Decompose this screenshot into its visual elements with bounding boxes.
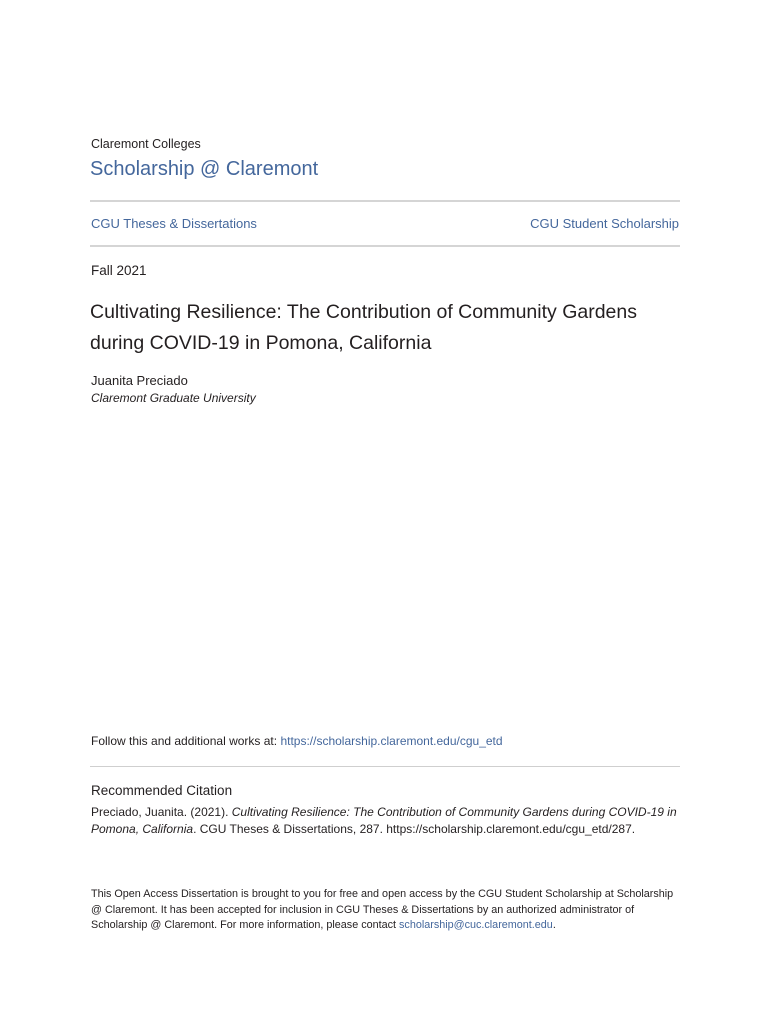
access-notice bbox=[91, 887, 681, 934]
contact-email-link[interactable]: scholarship@cuc.claremont.edu bbox=[399, 919, 553, 931]
citation-text bbox=[91, 804, 681, 838]
notice-end: . bbox=[552, 919, 556, 931]
collection-link-student-scholarship[interactable]: CGU Student Scholarship bbox=[530, 216, 679, 231]
collection-url-link[interactable]: https://scholarship.claremont.edu/cgu_etd bbox=[280, 734, 503, 748]
divider-citation bbox=[90, 766, 680, 767]
title-line-2: during COVID-19 in Pomona, California bbox=[90, 332, 432, 354]
citation-title: Cultivating Resilience: The Contribution of Community Gardens during COVID-19 in Pomona, California bbox=[91, 805, 677, 836]
notice-text: This Open Access Dissertation is brought to you for free and open access by the CGU Student Scholarship at Scholarship @ Claremont. It has been accepted for inclusion in CGU Theses & Dissertations by an authorized administrator of Scholarship @ Claremont. For more information, please contact bbox=[91, 888, 674, 931]
citation-suffix: . CGU Theses & Dissertations, 287. https://scholarship.claremont.edu/cgu_etd/287. bbox=[193, 822, 636, 836]
document-title bbox=[90, 297, 690, 359]
title-line-1: Cultivating Resilience: The Contribution of Community Gardens bbox=[90, 301, 637, 323]
organization-name: Claremont Colleges bbox=[91, 137, 201, 151]
publication-date: Fall 2021 bbox=[91, 263, 147, 278]
divider-nav bbox=[90, 245, 680, 247]
divider-top bbox=[90, 200, 680, 202]
collection-link-theses[interactable]: CGU Theses & Dissertations bbox=[91, 216, 257, 231]
follow-line bbox=[91, 734, 503, 748]
follow-prefix: Follow this and additional works at: bbox=[91, 734, 281, 748]
citation-prefix: Preciado, Juanita. (2021). bbox=[91, 805, 232, 819]
author-affiliation: Claremont Graduate University bbox=[91, 391, 256, 405]
citation-heading: Recommended Citation bbox=[91, 783, 233, 798]
repository-link[interactable]: Scholarship @ Claremont bbox=[90, 158, 319, 180]
author-name: Juanita Preciado bbox=[91, 373, 188, 388]
